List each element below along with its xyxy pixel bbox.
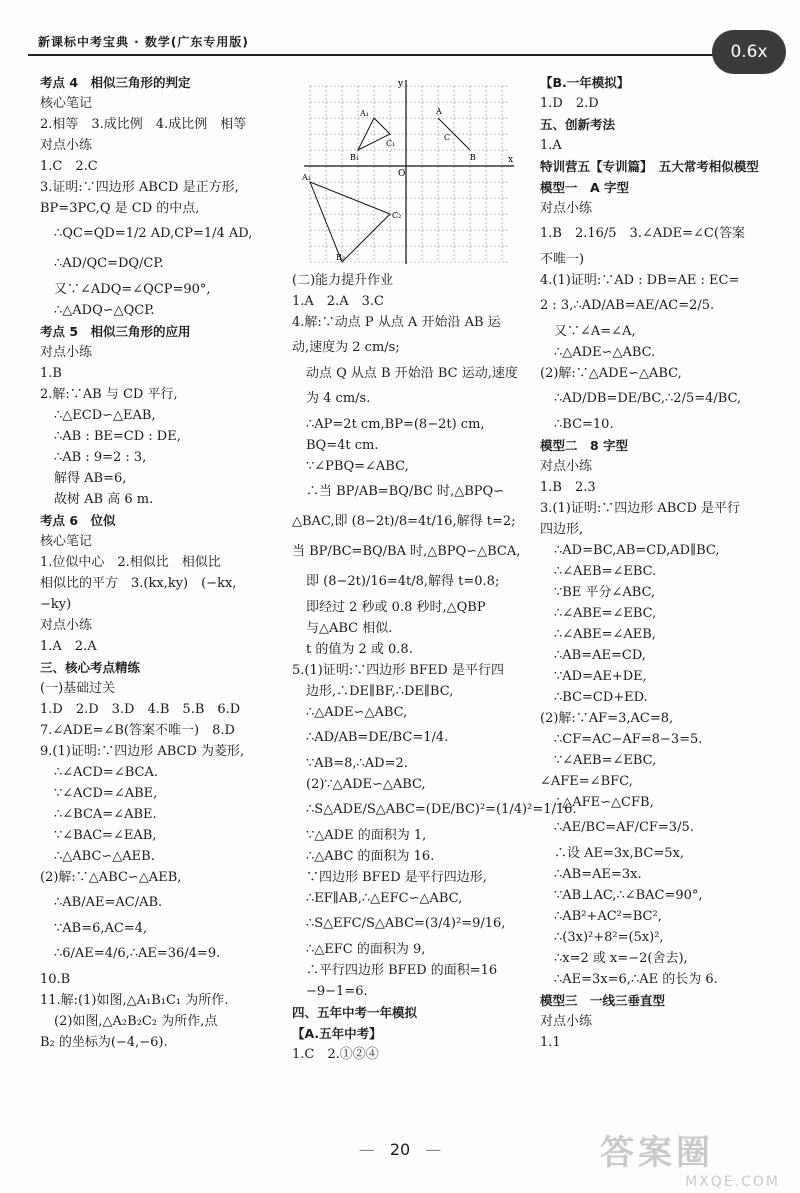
text-line: 2 : 3,∴AD/AB=AE/AC=2/5.	[540, 298, 715, 313]
text-line: 四、五年中考一年模拟	[292, 1005, 418, 1020]
text-line: ∴CF=AC−AF=8−3=5.	[554, 732, 703, 747]
grid	[310, 86, 510, 262]
text-line: 4.(1)证明:∵AD : DB=AE : EC=	[540, 273, 740, 288]
page-number: 20	[389, 1140, 411, 1159]
text-line: 对点小练	[40, 345, 93, 360]
text-line: 【A.五年中考】	[292, 1026, 382, 1041]
text-line: ∴S△ADE/S△ABC=(DE/BC)²=(1/4)²=1/16.	[306, 802, 577, 817]
text-line: t 的值为 2 或 0.8.	[306, 642, 413, 657]
text-line: 11.解:(1)如图,△A₁B₁C₁ 为所作.	[40, 993, 229, 1008]
text-line: 2.相等 3.成比例 4.成比例 相等	[40, 117, 247, 132]
text-line: (二)能力提升作业	[292, 273, 394, 288]
text-line: (2)解:∵△ABC∽△AEB,	[40, 870, 182, 885]
text-line: ∵AB⊥AC,∴∠BAC=90°,	[554, 888, 703, 903]
text-line: ∴AE/BC=AF/CF=3/5.	[554, 820, 694, 835]
text-line: ∴设 AE=3x,BC=5x,	[554, 846, 685, 861]
text-line: 模型二 8 字型	[540, 438, 629, 453]
text-line: 边形,∴DE∥BF,∴DE∥BC,	[306, 684, 454, 699]
text-line: 1.C 2.①②④	[292, 1047, 379, 1062]
text-line: ∴当 BP/AB=BQ/BC 时,△BPQ∽	[306, 484, 505, 499]
text-line: ∴AB : BE=CD : DE,	[54, 429, 181, 444]
text-line: (2)解:∵AF=3,AC=8,	[540, 711, 674, 726]
text-line: 当 BP/BC=BQ/BA 时,△BPQ∽△BCA,	[292, 544, 521, 559]
text-line: ∠AFE=∠BFC,	[540, 774, 633, 789]
text-line: 考点 4 相似三角形的判定	[40, 75, 191, 90]
book-title: 新课标中考宝典 · 数学(广东专用版)	[38, 35, 249, 49]
text-line: ∴AE=3x=6,∴AE 的长为 6.	[554, 972, 718, 987]
text-line: ∴AB²+AC²=BC²,	[554, 909, 662, 924]
text-line: ∴(3x)²+8²=(5x)²,	[554, 930, 664, 945]
text-line: 9.(1)证明:∵四边形 ABCD 为菱形,	[40, 744, 245, 759]
text-line: 解得 AB=6,	[54, 471, 127, 486]
text-line: ∴BC=CD+ED.	[554, 690, 648, 705]
text-line: 又∵∠A=∠A,	[554, 324, 636, 339]
text-line: ∴EF∥AB,∴△EFC∽△ABC,	[306, 891, 463, 906]
text-line: 模型一 A 字型	[540, 180, 630, 195]
label-b2: B₂	[336, 253, 346, 262]
text-line: B₂ 的坐标为(−4,−6).	[40, 1035, 168, 1050]
text-line: 考点 6 位似	[40, 513, 116, 528]
text-line: ∴AD=BC,AB=CD,AD∥BC,	[554, 543, 720, 558]
label-o: O	[398, 169, 406, 179]
text-line: 核心笔记	[40, 96, 93, 111]
text-line: 5.(1)证明:∵四边形 BFED 是平行四	[292, 663, 504, 678]
watermark-url: MXQE.COM	[685, 1174, 780, 1190]
text-line: (2)如图,△A₂B₂C₂ 为所作,点	[54, 1014, 218, 1029]
text-line: 1.B 2.3	[540, 480, 596, 495]
text-line: 对点小练	[540, 459, 593, 474]
text-line: 为 4 cm/s.	[306, 391, 371, 406]
text-line: 7.∠ADE=∠B(答案不唯一) 8.D	[40, 723, 235, 738]
text-line: ∴∠BCA=∠ABE.	[54, 807, 157, 822]
text-line: BP=3PC,Q 是 CD 的中点,	[40, 201, 200, 216]
text-line: 四边形,	[540, 522, 584, 537]
text-line: 核心笔记	[40, 534, 93, 549]
text-line: ∴∠ABE=∠AEB,	[554, 627, 656, 642]
coordinate-graph	[300, 76, 520, 266]
column-right	[540, 72, 790, 1053]
text-line: ∴∠AEB=∠EBC.	[554, 564, 657, 579]
text-line: (2)解:∵△ADE∽△ABC,	[540, 366, 682, 381]
text-line: △BAC,即 (8−2t)/8=4t/16,解得 t=2;	[292, 514, 516, 529]
text-line: 对点小练	[40, 138, 93, 153]
text-line: ∵∠ACD=∠ABE,	[54, 786, 158, 801]
text-line: ∵∠BAC=∠EAB,	[54, 828, 157, 843]
playback-speed-badge[interactable]	[712, 30, 786, 74]
text-line: ∴AP=2t cm,BP=(8−2t) cm,	[306, 417, 485, 432]
text-line: ∴AB : 9=2 : 3,	[54, 450, 147, 465]
text-line: ∴△EFC 的面积为 9,	[306, 942, 426, 957]
label-a2: A₂	[302, 173, 311, 182]
text-line: 1.1	[540, 1035, 561, 1050]
text-line: 1.D 2.D 3.D 4.B 5.B 6.D	[40, 702, 241, 717]
text-line: 1.A 2.A 3.C	[292, 294, 384, 309]
text-line: 不唯一)	[540, 252, 585, 267]
text-line: 4.解:∵动点 P 从点 A 开始沿 AB 运	[292, 315, 501, 330]
text-line: ∴AB=AE=3x.	[554, 867, 642, 882]
text-line: 10.B	[40, 972, 71, 987]
text-line: 3.证明:∵四边形 ABCD 是正方形,	[40, 180, 239, 195]
text-line: 即 (8−2t)/16=4t/8,解得 t=0.8;	[306, 574, 500, 589]
label-c1: C₁	[386, 139, 396, 148]
text-line: 1.A	[540, 138, 562, 153]
label-a: A	[436, 107, 442, 116]
text-line: 考点 5 相似三角形的应用	[40, 324, 191, 339]
text-line: 动点 Q 从点 B 开始沿 BC 运动,速度	[306, 366, 518, 381]
text-line: 对点小练	[40, 618, 93, 633]
text-line: ∴AD/DB=DE/BC,∴2/5=4/BC,	[554, 391, 742, 406]
speed-label: 0.6x	[730, 42, 768, 62]
text-line: ∴平行四边形 BFED 的面积=16	[306, 963, 498, 978]
text-line: BQ=4t cm.	[306, 438, 379, 453]
text-line: ∴∠ABE=∠EBC,	[554, 606, 657, 621]
text-line: ∴AD/QC=DQ/CP.	[54, 256, 164, 271]
graph-svg	[300, 76, 520, 266]
site-watermark	[600, 1125, 780, 1190]
text-line: ∴△ADE∽△ABC.	[554, 345, 656, 360]
text-line: ∴△ECD∽△EAB,	[54, 408, 156, 423]
text-line: 3.(1)证明:∵四边形 ABCD 是平行	[540, 501, 741, 516]
text-line: ∴∠ACD=∠BCA.	[54, 765, 158, 780]
column-left	[40, 72, 290, 1053]
label-b1: B₁	[350, 153, 360, 162]
text-line: 【B.一年模拟】	[540, 75, 630, 90]
text-line: 2.解:∵AB 与 CD 平行,	[40, 387, 178, 402]
text-line: ∵BE 平分∠ABC,	[554, 585, 656, 600]
text-line: 故树 AB 高 6 m.	[54, 492, 154, 507]
text-line: ∴AB=AE=CD,	[554, 648, 646, 663]
text-line: ∴6/AE=4/6,∴AE=36/4=9.	[54, 946, 221, 961]
text-line: ∵AB=6,AC=4,	[54, 921, 148, 936]
text-line: 三、核心考点精练	[40, 660, 141, 675]
text-line: −ky)	[40, 597, 72, 612]
text-line: 1.位似中心 2.相似比 相似比	[40, 555, 221, 570]
text-line: 五、创新考法	[540, 117, 616, 132]
label-x: x	[508, 155, 514, 165]
text-line: ∵AD=AE+DE,	[554, 669, 647, 684]
axes	[304, 80, 514, 264]
text-line: ∵△ADE 的面积为 1,	[306, 828, 427, 843]
text-line: ∵AB=8,∴AD=2.	[306, 756, 408, 771]
page-header	[28, 28, 728, 56]
text-line: −9−1=6.	[306, 984, 368, 999]
text-line: ∴△ADQ∽△QCP.	[54, 303, 155, 318]
text-line: ∴△ADE∽△ABC,	[306, 705, 408, 720]
label-c2: C₂	[392, 211, 402, 220]
text-line: 与△ABC 相似.	[306, 621, 393, 636]
text-line: 相似比的平方 3.(kx,ky) (−kx,	[40, 576, 237, 591]
text-line: ∴△ABC 的面积为 16.	[306, 849, 435, 864]
text-line: 模型三 一线三垂直型	[540, 993, 666, 1008]
triangle-a2b2c2	[310, 182, 390, 262]
footer-dash-right: —	[425, 1140, 442, 1159]
text-line: (一)基础过关	[40, 681, 116, 696]
text-line: ∴S△EFC/S△ABC=(3/4)²=9/16,	[306, 916, 506, 931]
label-a1: A₁	[360, 109, 369, 118]
text-line: 动,速度为 2 cm/s;	[292, 340, 400, 355]
text-line: 1.A 2.A	[40, 639, 97, 654]
text-line: ∴AD/AB=DE/BC=1/4.	[306, 730, 449, 745]
text-line: ∴△AFE∽△CFB,	[554, 795, 654, 810]
text-line: ∵∠AEB=∠EBC,	[554, 753, 657, 768]
text-line: 对点小练	[540, 201, 593, 216]
text-line: 1.C 2.C	[40, 159, 98, 174]
text-line: ∴x=2 或 x=−2(舍去),	[554, 951, 688, 966]
text-line: 即经过 2 秒或 0.8 秒时,△QBP	[306, 600, 486, 615]
text-line: 1.B	[40, 366, 62, 381]
text-line: ∴QC=QD=1/2 AD,CP=1/4 AD,	[54, 226, 253, 241]
text-line: 又∵∠ADQ=∠QCP=90°,	[54, 282, 211, 297]
text-line: 特训营五【专训篇】 五大常考相似模型	[540, 159, 759, 174]
watermark-logo-text: 答案圈	[600, 1133, 714, 1173]
text-line: ∵四边形 BFED 是平行四边形,	[306, 870, 487, 885]
text-line: (2)∵△ADE∽△ABC,	[306, 777, 426, 792]
text-line: ∵∠PBQ=∠ABC,	[306, 459, 409, 474]
footer-dash-left: —	[358, 1140, 375, 1159]
text-line: 对点小练	[540, 1014, 593, 1029]
text-line: ∴△ABC∽△AEB.	[54, 849, 155, 864]
text-line: 1.B 2.16/5 3.∠ADE=∠C(答案	[540, 226, 745, 241]
text-line: 1.D 2.D	[540, 96, 599, 111]
label-b: B	[470, 153, 476, 162]
label-y: y	[398, 79, 404, 89]
text-line: ∴BC=10.	[554, 417, 614, 432]
label-c: C	[444, 133, 451, 142]
text-line: ∴AB/AE=AC/AB.	[54, 895, 163, 910]
